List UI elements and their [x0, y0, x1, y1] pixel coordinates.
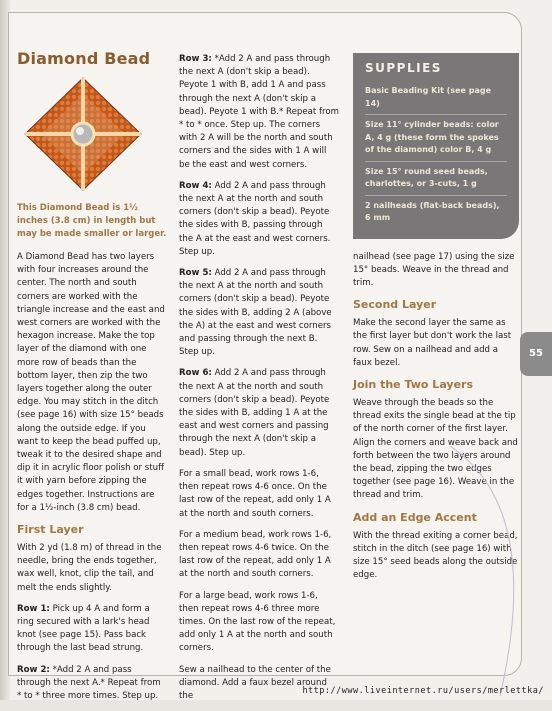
- large-bead-paragraph: For a large bead, work rows 1-6, then repeat rows 4-6 three more times. On the last row of the repeat, add only 1 A at the north and south corners.: [179, 590, 336, 654]
- row5-paragraph: [179, 267, 339, 359]
- second-layer-paragraph: Make the second layer the same as the first layer but don't work the last row. Sew on a nailhead and add a faux bezel.: [353, 318, 512, 368]
- photo-caption: This Diamond Bead is 1½ inches (3.8 cm) in length but may be made smaller or larger.: [17, 203, 167, 239]
- edge-accent-heading: Add an Edge Accent: [353, 510, 477, 524]
- row1-text: Pick up 4 A and form a ring secured with a lark's head knot (see page 15). Pass back through the last bead strung.: [17, 603, 150, 654]
- row3-paragraph: [179, 53, 339, 172]
- intro-paragraph: A Diamond Bead has two layers with four increases around the center. The north and south corners are worked with the triangle increase and the east and west corners are worked with the hexagon increase. Make the top layer of the diamond with one more row of beads than the bottom layer, then zip the two layers together along the outer edge. You may stitch in the ditch (see page 16) with size 15° beads along the outside edge. If you want to keep the bead puffed up, tweak it to the desired shape and dip it in acrylic floor polish or stuff it with yarn before zipping the edges together. Instructions are for a 1½-inch (3.8 cm) bead.: [17, 252, 165, 513]
- supplies-title: SUPPLIES: [365, 61, 442, 75]
- small-bead-paragraph: For a small bead, work rows 1-6, then repeat rows 4-6 once. On the last row of the repeat, add only 1 A at the north and south corners.: [179, 468, 331, 519]
- page-number-tab: 55: [520, 332, 552, 376]
- second-layer-heading: Second Layer: [353, 298, 437, 312]
- row5-label: Row 5:: [179, 268, 212, 279]
- edge-accent-paragraph: With the thread exiting a corner bead, stitch in the ditch (see page 16) with size 15° seed beads along the outside edge.: [353, 530, 518, 581]
- watermark-url: http://www.liveinternet.ru/users/merlettka/: [302, 686, 544, 696]
- row2-paragraph: [17, 664, 167, 704]
- row2-label: Row 2:: [17, 664, 50, 675]
- decorative-curve: [440, 446, 550, 696]
- row6-paragraph: [179, 367, 339, 459]
- supply-item: Size 11° cylinder beads: color A, 4 g (these form the spokes of the diamond) color B, 4 g: [365, 115, 507, 162]
- row5-text: Add 2 A and pass through the next A at the north and south corners (don't skip a bead). Peyote the sides with B, adding 2 A (above the A) at the east and west corners and passing through the next B. Step up.: [179, 268, 332, 358]
- medium-bead-paragraph: For a medium bead, work rows 1-6, then repeat rows 4-6 twice. On the last row of the repeat, add only 1 A at the north and south corners.: [179, 529, 332, 580]
- row3-label: Row 3:: [179, 54, 212, 64]
- row6-text: Add 2 A and pass through the next A at the north and south corners (don't skip a bead). Peyote the sides with B, adding 1 A at the east and west corners and passing through the next A (don't skip a bead). Step up.: [179, 368, 330, 458]
- column-middle: [179, 53, 339, 711]
- row4-label: Row 4:: [179, 180, 212, 191]
- row3-text: *Add 2 A and pass through the next A (don't skip a bead). Peyote 1 with B, add 1 A and pass through the next A (don't skip a bead). Peyote 1 with B.* Repeat from * to * once. Step up. The corners with 2 A will be the north and south corners and the sides with 1 A will be the east and west corners.: [179, 54, 339, 170]
- supplies-box: [353, 53, 519, 239]
- row1-label: Row 1:: [17, 603, 50, 614]
- row2-text: *Add 2 A and pass through the next A.* Repeat from * to * three more times. Step up.: [17, 664, 161, 702]
- first-layer-paragraph: With 2 yd (1.8 m) of thread in the needle, bring the ends together, wax well, knot, clip the tail, and melt the ends slightly.: [17, 543, 162, 593]
- supply-item: Size 15° round seed beads, charlottes, or 3-cuts, 1 g: [365, 162, 507, 196]
- supply-item: Basic Beading Kit (see page 14): [365, 81, 507, 115]
- article-title: Diamond Bead: [17, 49, 151, 68]
- row6-label: Row 6:: [179, 368, 212, 379]
- join-layers-heading: Join the Two Layers: [353, 377, 474, 391]
- row4-paragraph: [179, 180, 339, 259]
- row1-paragraph: [17, 603, 167, 656]
- continued-paragraph: nailhead (see page 17) using the size 15° beads. Weave in the thread and trim.: [353, 251, 515, 288]
- row4-text: Add 2 A and pass through the next A at the north and south corners (don't skip a bead). Peyote the sides with B, passing through the A at the east and west corners. Step up.: [179, 180, 331, 257]
- join-layers-paragraph: Weave through the beads so the thread exits the single bead at the tip of the north corner of the first layer. Align the corners and weave back and forth between the two layers around the bead, zipping the two edges together (see page 16). Weave in the thread and trim.: [353, 397, 518, 501]
- column-left: [17, 49, 167, 711]
- supply-item: 2 nailheads (flat-back beads), 6 mm: [365, 200, 500, 222]
- diamond-bead-photo: [23, 76, 143, 192]
- sew-paragraph: Sew a nailhead to the center of the diamond. Add a faux bezel around the: [179, 664, 331, 701]
- first-layer-heading: First Layer: [17, 523, 84, 537]
